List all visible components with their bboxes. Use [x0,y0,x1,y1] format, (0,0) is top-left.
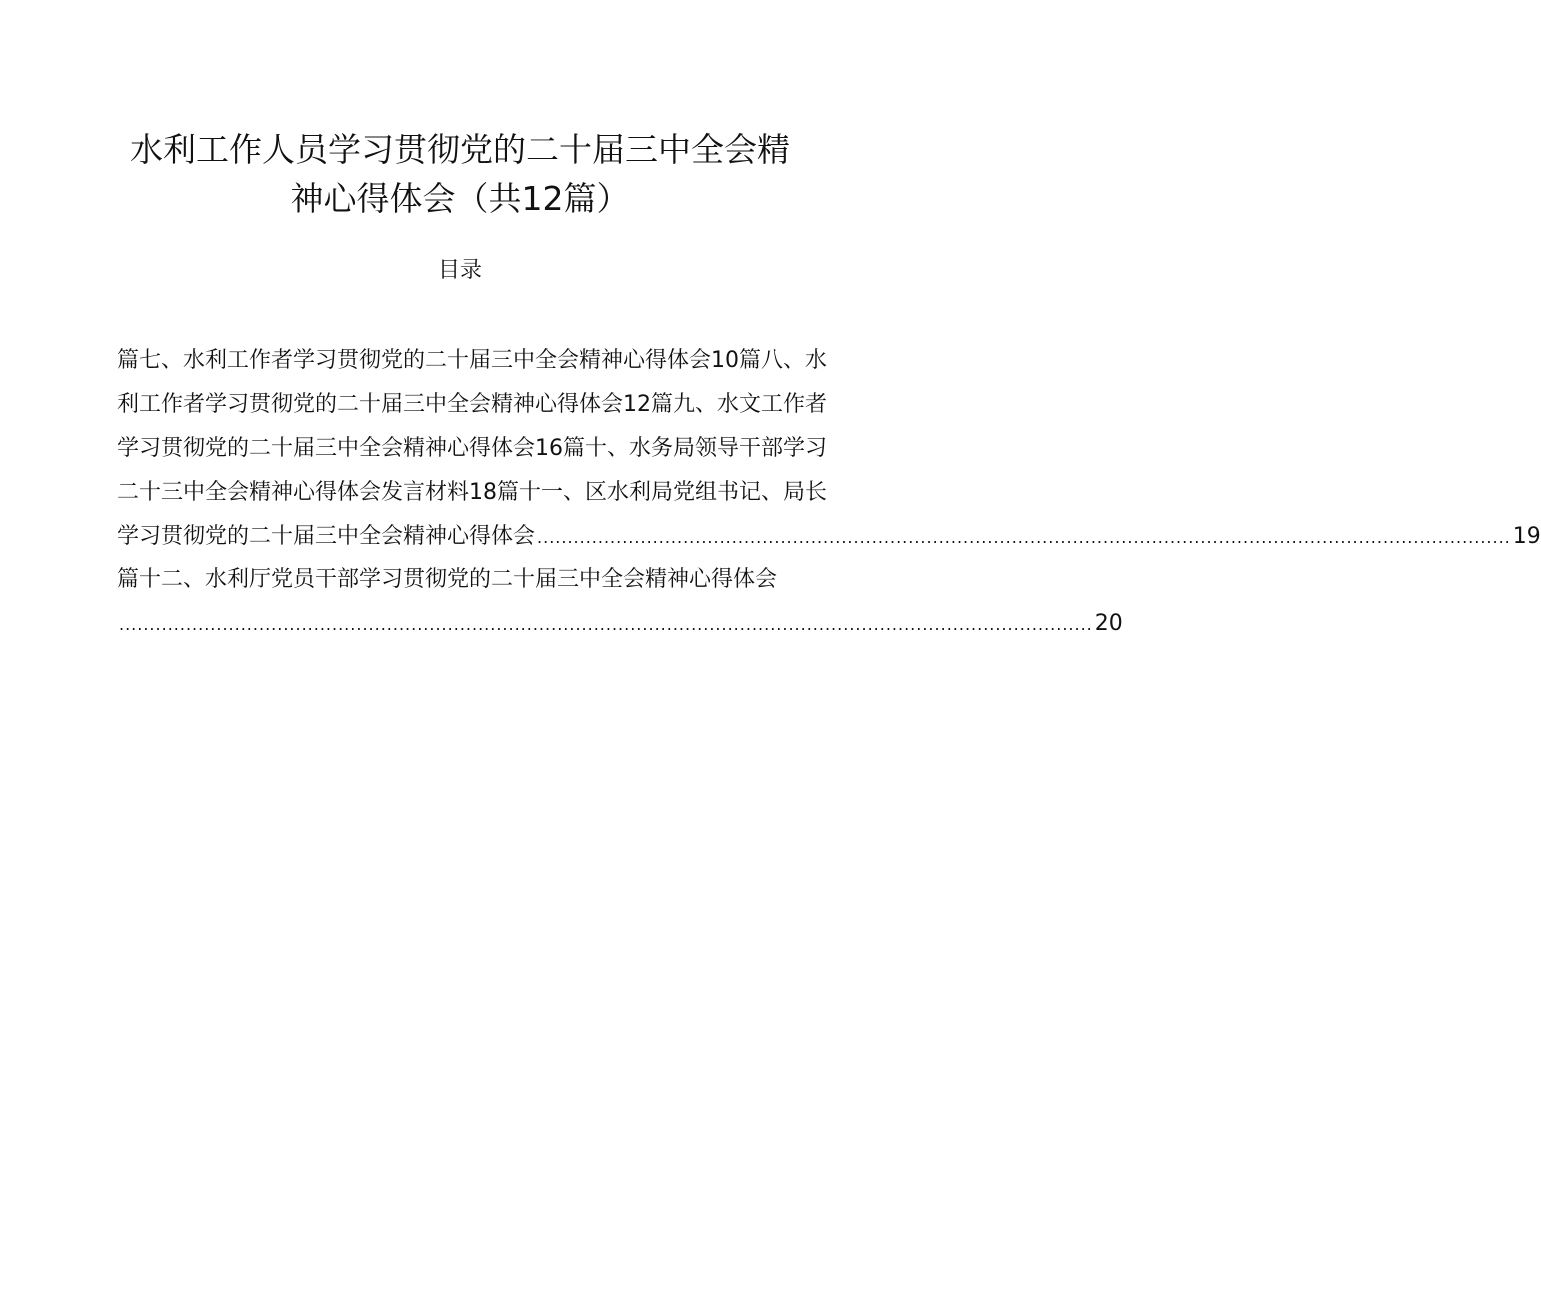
toc-entry-with-page[interactable] [117,524,1541,549]
document-title-line-1: 水利工作人员学习贯彻党的二十届三中全会精 [130,130,790,169]
toc-page-number: 19 [1512,524,1541,549]
toc-entry-page-line[interactable] [117,611,1123,636]
toc-line[interactable]: 利工作者学习贯彻党的二十届三中全会精神心得体会12篇九、水文工作者 [117,392,827,417]
toc-line[interactable]: 二十三中全会精神心得体会发言材料18篇十一、区水利局党组书记、局长 [117,480,827,505]
toc-line[interactable]: 篇七、水利工作者学习贯彻党的二十届三中全会精神心得体会10篇八、水 [117,348,827,373]
document-title-line-2: 神心得体会（共12篇） [290,179,630,218]
toc-entry-text: 学习贯彻党的二十届三中全会精神心得体会 [117,524,536,549]
toc-entry-text[interactable]: 篇十二、水利厅党员干部学习贯彻党的二十届三中全会精神心得体会 [117,567,778,592]
toc-leader-dots: ................................................................................................................................................................ [537,528,1511,547]
toc-leader-dots: ................................................................................................................................................................ [119,615,1093,634]
toc-line[interactable]: 学习贯彻党的二十届三中全会精神心得体会16篇十、水务局领导干部学习 [117,436,827,461]
toc-page-number: 20 [1094,611,1123,636]
toc-heading: 目录 [437,258,482,283]
